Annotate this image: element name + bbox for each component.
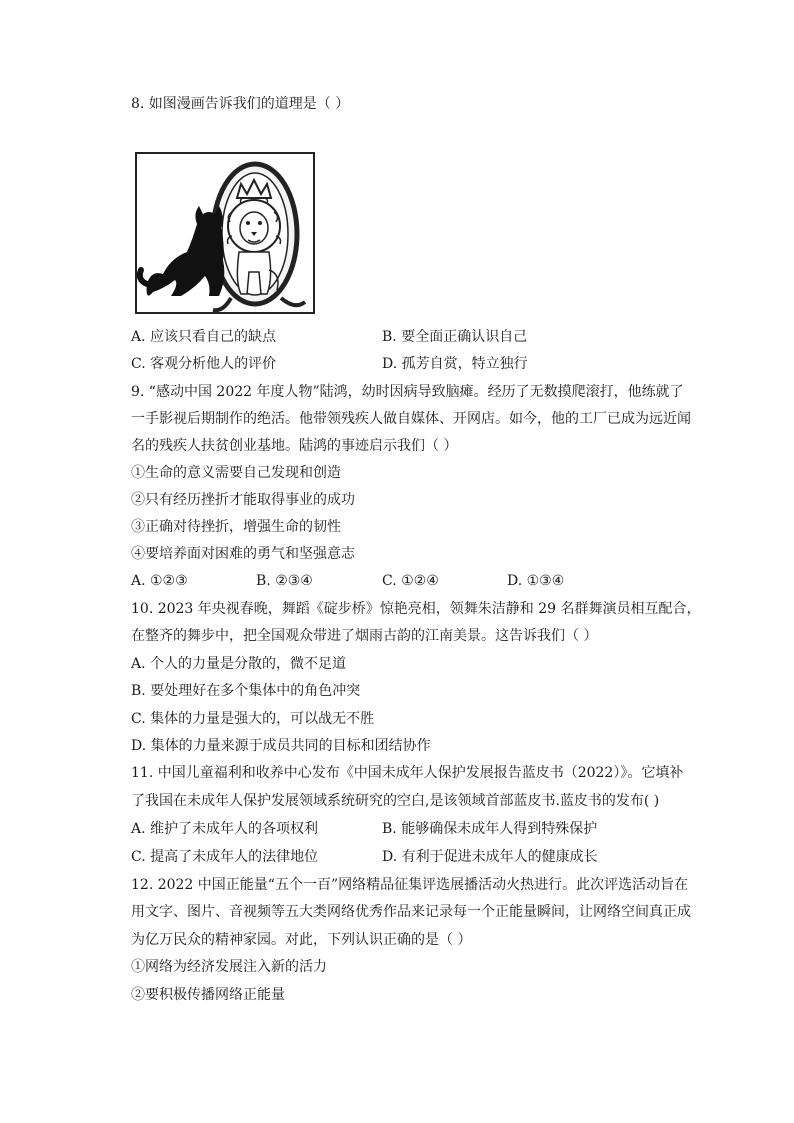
question-12-line-3: 为亿万民众的精神家园。对此，下列认识正确的是（ ）: [131, 932, 472, 948]
q9-option-c[interactable]: C. ①②④: [382, 573, 439, 589]
q10-option-a[interactable]: A. 个人的力量是分散的，微不足道: [131, 656, 347, 672]
question-10-line-2: 在整齐的舞步中，把全国观众带进了烟雨古韵的江南美景。这告诉我们（ ）: [131, 628, 598, 644]
q9-option-d[interactable]: D. ①③④: [507, 573, 565, 589]
question-9-line-1: 9. “感动中国 2022 年度人物”陆鸿，幼时因病导致脑瘫。经历了无数摸爬滚打，他练就了: [131, 384, 684, 400]
q9-option-a[interactable]: A. ①②③: [131, 573, 188, 589]
q10-option-b[interactable]: B. 要处理好在多个集体中的角色冲突: [131, 683, 361, 699]
q9-statement-4: ④要培养面对困难的勇气和坚强意志: [131, 546, 355, 562]
q9-statement-1: ①生命的意义需要自己发现和创造: [131, 465, 341, 481]
q8-option-a[interactable]: A. 应该只看自己的缺点: [131, 329, 277, 345]
q12-statement-2: ②要积极传播网络正能量: [131, 987, 285, 1003]
q11-option-d[interactable]: D. 有利于促进未成年人的健康成长: [382, 849, 598, 865]
q8-option-b[interactable]: B. 要全面正确认识自己: [382, 329, 528, 345]
question-12-line-1: 12. 2022 中国正能量“五个一百”网络精品征集评选展播活动火热进行。此次评选活动旨在: [131, 877, 689, 893]
q11-option-b[interactable]: B. 能够确保未成年人得到特殊保护: [382, 821, 598, 837]
question-11-line-1: 11. 中国儿童福利和收养中心发布《中国未成年人保护发展报告蓝皮书（2022）》。它填补: [131, 765, 684, 781]
question-8-stem: 8. 如图漫画告诉我们的道理是（ ）: [131, 96, 350, 112]
q11-option-c[interactable]: C. 提高了未成年人的法律地位: [131, 849, 319, 865]
q9-statement-3: ③正确对待挫折，增强生命的韧性: [131, 519, 341, 535]
cartoon-cat-mirror-lion-image: [135, 152, 315, 314]
q10-option-d[interactable]: D. 集体的力量来源于成员共同的目标和团结协作: [131, 738, 431, 754]
q11-option-a[interactable]: A. 维护了未成年人的各项权利: [131, 821, 319, 837]
q12-statement-1: ①网络为经济发展注入新的活力: [131, 959, 327, 975]
question-12-line-2: 用文字、图片、音视频等五大类网络优秀作品来记录每一个正能量瞬间，让网络空间真正成: [131, 904, 691, 920]
q9-option-b[interactable]: B. ②③④: [256, 573, 313, 589]
question-10-line-1: 10. 2023 年央视春晚，舞蹈《碇步桥》惊艳亮相，领舞朱洁静和 29 名群舞演员相互配合，: [131, 601, 701, 617]
question-11-line-2: 了我国在未成年人保护发展领域系统研究的空白,是该领域首部蓝皮书.蓝皮书的发布( ): [131, 793, 660, 809]
q10-option-c[interactable]: C. 集体的力量是强大的，可以战无不胜: [131, 711, 375, 727]
question-9-line-2: 一手影视后期制作的绝活。他带领残疾人做自媒体、开网店。如今，他的工厂已成为远近闻: [131, 411, 691, 427]
q8-option-c[interactable]: C. 客观分析他人的评价: [131, 356, 277, 372]
q9-statement-2: ②只有经历挫折才能取得事业的成功: [131, 492, 355, 508]
q8-option-d[interactable]: D. 孤芳自赏，特立独行: [382, 356, 528, 372]
question-9-line-3: 名的残疾人扶贫创业基地。陆鸿的事迹启示我们（ ）: [131, 438, 458, 454]
